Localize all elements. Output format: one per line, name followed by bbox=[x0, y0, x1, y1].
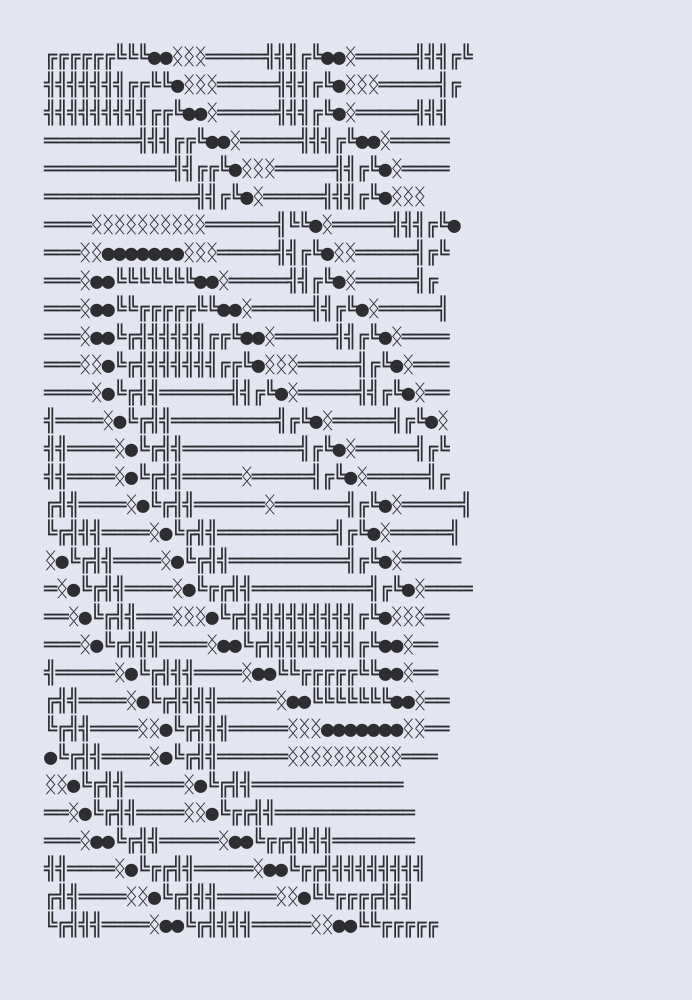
pattern-row: ╚╔╣╣╣════ᛝ●╚╔╣╣══════════╣╔╚●ᛝ═════╣ bbox=[44, 521, 460, 546]
pattern-row: ╣╣════ᛝ●╚╔╔╣╣═════ᛝ●●╚╔╔╣╣╣╣╣╣╣╣╣ bbox=[44, 857, 425, 882]
pattern-row: ●╚╔╣╣════ᛝ●╚╔╣╣══════ᛝᛝᛝᛝᛝᛝᛝᛝᛝᛝ═══ bbox=[44, 745, 437, 770]
pattern-row: ═══ᛝ●╚╔╣╣╣════ᛝ●●╚╔╣╣╣╣╣╣╣╣╔╚●●ᛝ══ bbox=[44, 633, 437, 658]
pattern-row: ═══ᛝᛝ●╚╔╣╣╣╣╣╣╣╔╔╚●ᛝᛝᛝ═════╣╔╚●ᛝ═══ bbox=[44, 353, 448, 378]
pattern-row: ═ᛝ●╚╔╣╣════ᛝ●╚╔╔╣╣══════════╣╔╚●ᛝ════ bbox=[44, 577, 472, 602]
pattern-row: ═══ᛝ●●╚╚╔╔╔╔╔╚╚●●ᛝ═════╣╣╔╚●ᛝ═════╣ bbox=[44, 297, 448, 322]
pattern-row: ╣════ᛝ●╚╔╣╣═════════╣╔╚●ᛝ═════╣╔╚●ᛝ bbox=[44, 409, 448, 434]
pattern-row: ══ᛝ●╚╔╣╣════ᛝᛝ●╚╔╔╣╣════════════ bbox=[44, 801, 414, 826]
pattern-row: ═══ᛝᛝ●●●●●●●ᛝᛝᛝ═════╣╣╔╚●ᛝᛝ═════╣╔╚ bbox=[44, 241, 448, 266]
pattern-row: ═══════════╣╣╔╔╚●ᛝᛝᛝ═════╣╣╔╚●ᛝ════ bbox=[44, 157, 448, 182]
pattern-row: ╣╣╣╣╣╣╣╔╔╚╚●ᛝᛝᛝ═════╣╣╣╔╚●ᛝᛝᛝ═════╣╔ bbox=[44, 73, 460, 98]
pattern-row: ᛝᛝ●╚╔╣╣═════ᛝ●╚╔╣╣═════════════ bbox=[44, 773, 402, 798]
pattern-row: ╔╣╣════ᛝᛝ●╚╔╣╣╣═════ᛝᛝ●╚╚╔╔╔╔╣╣╣ bbox=[44, 885, 414, 910]
pattern-row: ╚╔╣╣════ᛝᛝ●╚╔╣╣╣═════ᛝᛝᛝ●●●●●●●ᛝᛝ══ bbox=[44, 717, 448, 742]
pattern-row: ═══ᛝ●●╚╔╣╣═════ᛝ●●╚╔╔╣╣╣╣═══════ bbox=[44, 829, 414, 854]
pattern-row: ╣╣╣╣╣╣╣╣╣╔╔╚●●ᛝ═════╣╣╣╔╚●ᛝ═════╣╣╣ bbox=[44, 101, 448, 126]
pattern-row: ═════════════╣╣╔╚●ᛝ═════╣╣╣╔╚●ᛝᛝᛝ bbox=[44, 185, 425, 210]
pattern-row: ══ᛝ●╚╔╣╣═══ᛝᛝᛝ●╚╔╣╣╣╣╣╣╣╣╣╣╔╚●ᛝᛝᛝ══ bbox=[44, 605, 448, 630]
pattern-row: ╣╣════ᛝ●╚╔╣╣══════════╣╔╚●ᛝ═════╣╔╚ bbox=[44, 437, 448, 462]
pattern-row: ════════╣╣╣╔╔╚●●ᛝ═════╣╣╣╔╚●●ᛝ═════ bbox=[44, 129, 448, 154]
pattern-row: ════ᛝᛝᛝᛝᛝᛝᛝᛝᛝᛝ══════╣╚╚●ᛝ═════╣╣╣╔╚● bbox=[44, 213, 460, 238]
pattern-row: ╔╣╣════ᛝ●╚╔╣╣══════ᛝ══════╣╔╚●ᛝ═════╣ bbox=[44, 493, 472, 518]
pattern-row: ╣═════ᛝ●╚╔╣╣╣════ᛝ●●╚╚╔╔╔╔╔╚╚●●ᛝ══ bbox=[44, 661, 437, 686]
pattern-row: ════ᛝ●╚╔╣╣══════╣╣╔╚●ᛝ═════╣╣╔╚●ᛝ══ bbox=[44, 381, 448, 406]
pattern-row: ╔╔╔╔╔╔╚╚╚●●ᛝᛝᛝ═════╣╣╣╔╚●●ᛝ═════╣╣╣╔╚ bbox=[44, 45, 471, 70]
pattern-row: ═══ᛝ●●╚╔╣╣╣╣╣╣╔╔╚●●ᛝ═════╣╣╔╚●ᛝ════ bbox=[44, 325, 448, 350]
pattern-row: ╔╣╣════ᛝ●╚╔╣╣╣╣═════ᛝ●●╚╚╚╚╚╚╚●●ᛝ══ bbox=[44, 689, 448, 714]
pattern-row: ᛝ●╚╔╣╣════ᛝ●╚╔╣╣══════════╣╔╚●ᛝ═════ bbox=[44, 549, 460, 574]
pattern-row: ╣╣════ᛝ●╚╔╣╣═════ᛝ═════╣╔╚●ᛝ═════╣╔ bbox=[44, 465, 448, 490]
pattern-row: ═══ᛝ●●╚╚╚╚╚╚╚●●ᛝ═════╣╣╔╚●ᛝ═════╣╔ bbox=[44, 269, 437, 294]
pattern-row: ╚╔╣╣╣════ᛝ●●╚╔╣╣╣╣═════ᛝᛝ●●╚╚╔╔╔╔╔ bbox=[44, 913, 437, 938]
